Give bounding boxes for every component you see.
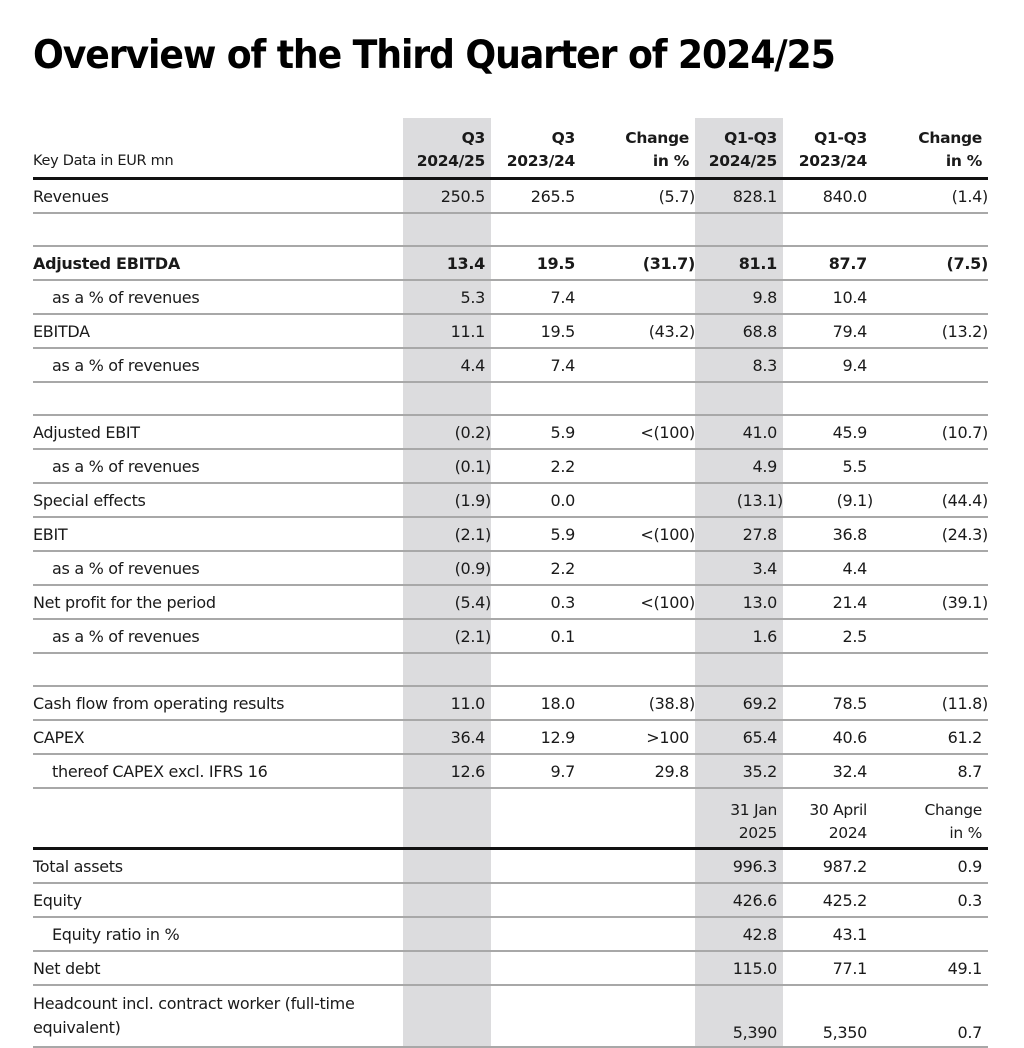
cell-value <box>581 213 695 246</box>
table-row <box>33 686 988 720</box>
cell-value: 265.5 <box>491 179 581 214</box>
cell-value <box>581 551 695 585</box>
cell-value: 2.2 <box>491 449 581 483</box>
cell-value: 0.0 <box>491 483 581 517</box>
row-label: Equity <box>33 883 403 917</box>
row-label: Special effects <box>33 483 403 517</box>
cell-value <box>581 348 695 382</box>
cell-value: <(100) <box>581 517 695 551</box>
cell-value: (0.9) <box>403 551 491 585</box>
cell-value: 11.1 <box>403 314 491 348</box>
table-row <box>33 517 988 551</box>
cell-value: 5.3 <box>403 280 491 314</box>
cell-value: 8.7 <box>873 754 988 788</box>
cell-value: 77.1 <box>783 951 873 985</box>
table-header-row <box>33 118 988 179</box>
cell-value: (9.1) <box>783 483 873 517</box>
header-label: Key Data in EUR mn <box>33 118 403 179</box>
cell-value: 2.5 <box>783 619 873 653</box>
row-label: as a % of revenues <box>33 348 403 382</box>
cell-value: 45.9 <box>783 415 873 449</box>
row-label: Net debt <box>33 951 403 985</box>
cell-value <box>581 449 695 483</box>
row-label: Adjusted EBIT <box>33 415 403 449</box>
row-label <box>33 653 403 686</box>
cell-value <box>491 653 581 686</box>
row-label <box>33 213 403 246</box>
table-row <box>33 348 988 382</box>
cell-value: 5,390 <box>695 985 783 1047</box>
cell-value: (5.4) <box>403 585 491 619</box>
cell-value: 8.3 <box>695 348 783 382</box>
cell-value: 425.2 <box>783 883 873 917</box>
row-label: Revenues <box>33 179 403 214</box>
cell-value <box>873 382 988 415</box>
cell-value <box>581 483 695 517</box>
cell-value: 7.4 <box>491 348 581 382</box>
table-row <box>33 179 988 214</box>
cell-value: 12.6 <box>403 754 491 788</box>
cell-value: 4.4 <box>783 551 873 585</box>
cell-value: 828.1 <box>695 179 783 214</box>
cell-value: <(100) <box>581 585 695 619</box>
cell-value: (39.1) <box>873 585 988 619</box>
cell-value <box>873 280 988 314</box>
cell-value <box>403 382 491 415</box>
row-label: Adjusted EBITDA <box>33 246 403 280</box>
cell-value: 0.9 <box>873 849 988 884</box>
row-label: as a % of revenues <box>33 551 403 585</box>
cell-value: 21.4 <box>783 585 873 619</box>
balance-row <box>33 917 988 951</box>
table-row <box>33 754 988 788</box>
cell-value: 27.8 <box>695 517 783 551</box>
cell-value <box>873 551 988 585</box>
cell-value <box>491 382 581 415</box>
cell-value: 4.4 <box>403 348 491 382</box>
cell-value: 18.0 <box>491 686 581 720</box>
key-data-table-container <box>33 118 988 1048</box>
table-row <box>33 585 988 619</box>
cell-value: 987.2 <box>783 849 873 884</box>
table-row <box>33 449 988 483</box>
cell-value: 81.1 <box>695 246 783 280</box>
cell-value: 9.7 <box>491 754 581 788</box>
balance-row <box>33 849 988 884</box>
cell-value: 0.3 <box>873 883 988 917</box>
cell-value: 996.3 <box>695 849 783 884</box>
cell-value: 13.4 <box>403 246 491 280</box>
table-row <box>33 280 988 314</box>
cell-value <box>783 382 873 415</box>
cell-value: 250.5 <box>403 179 491 214</box>
balance-row <box>33 951 988 985</box>
row-label: Headcount incl. contract worker (full-time equivalent) <box>33 985 403 1047</box>
header-q1q3-2023-24: Q1-Q3 2023/24 <box>783 118 873 179</box>
cell-value <box>581 382 695 415</box>
cell-value <box>873 653 988 686</box>
row-label: EBITDA <box>33 314 403 348</box>
cell-value <box>783 653 873 686</box>
cell-value: 19.5 <box>491 314 581 348</box>
header-change-balance: Change in % <box>873 788 988 849</box>
table-row <box>33 619 988 653</box>
cell-value: 426.6 <box>695 883 783 917</box>
cell-value: >100 <box>581 720 695 754</box>
cell-value: 0.3 <box>491 585 581 619</box>
cell-value: (44.4) <box>873 483 988 517</box>
cell-value <box>873 213 988 246</box>
cell-value: 4.9 <box>695 449 783 483</box>
cell-value: (43.2) <box>581 314 695 348</box>
row-label: thereof CAPEX excl. IFRS 16 <box>33 754 403 788</box>
cell-value: 65.4 <box>695 720 783 754</box>
cell-value <box>695 382 783 415</box>
row-label: Total assets <box>33 849 403 884</box>
header-30-april-2024: 30 April 2024 <box>783 788 873 849</box>
table-row <box>33 720 988 754</box>
cell-value: (7.5) <box>873 246 988 280</box>
cell-value: 42.8 <box>695 917 783 951</box>
cell-value: (24.3) <box>873 517 988 551</box>
table-row <box>33 415 988 449</box>
row-label: as a % of revenues <box>33 280 403 314</box>
cell-value: (13.2) <box>873 314 988 348</box>
row-label: Net profit for the period <box>33 585 403 619</box>
cell-value: (1.4) <box>873 179 988 214</box>
spacer-row <box>33 653 988 686</box>
cell-value: (2.1) <box>403 619 491 653</box>
cell-value <box>783 213 873 246</box>
cell-value <box>581 653 695 686</box>
balance-row <box>33 883 988 917</box>
cell-value <box>873 348 988 382</box>
cell-value <box>873 449 988 483</box>
cell-value: 5.9 <box>491 517 581 551</box>
header-change-q3: Change in % <box>581 118 695 179</box>
cell-value: 19.5 <box>491 246 581 280</box>
cell-value: 3.4 <box>695 551 783 585</box>
cell-value <box>695 653 783 686</box>
header-31-jan-2025: 31 Jan 2025 <box>695 788 783 849</box>
balance-header-row <box>33 788 988 849</box>
cell-value: 12.9 <box>491 720 581 754</box>
row-label <box>33 382 403 415</box>
cell-value: 49.1 <box>873 951 988 985</box>
cell-value: 2.2 <box>491 551 581 585</box>
cell-value: 29.8 <box>581 754 695 788</box>
cell-value <box>403 653 491 686</box>
cell-value: 78.5 <box>783 686 873 720</box>
cell-value: (11.8) <box>873 686 988 720</box>
row-label: Cash flow from operating results <box>33 686 403 720</box>
spacer-row <box>33 213 988 246</box>
header-q3-2023-24: Q3 2023/24 <box>491 118 581 179</box>
cell-value: 9.8 <box>695 280 783 314</box>
header-change-q1q3: Change in % <box>873 118 988 179</box>
cell-value: 1.6 <box>695 619 783 653</box>
row-label: EBIT <box>33 517 403 551</box>
cell-value: 61.2 <box>873 720 988 754</box>
cell-value <box>581 280 695 314</box>
cell-value: <(100) <box>581 415 695 449</box>
cell-value: (31.7) <box>581 246 695 280</box>
cell-value: 11.0 <box>403 686 491 720</box>
cell-value: 68.8 <box>695 314 783 348</box>
cell-value: 10.4 <box>783 280 873 314</box>
cell-value: 40.6 <box>783 720 873 754</box>
row-label: CAPEX <box>33 720 403 754</box>
row-label: as a % of revenues <box>33 449 403 483</box>
balance-header-label <box>33 788 403 849</box>
cell-value: 43.1 <box>783 917 873 951</box>
key-data-table <box>33 118 988 1048</box>
spacer-row <box>33 382 988 415</box>
cell-value: 87.7 <box>783 246 873 280</box>
table-row <box>33 551 988 585</box>
table-row <box>33 483 988 517</box>
row-label: Equity ratio in % <box>33 917 403 951</box>
cell-value: 36.8 <box>783 517 873 551</box>
cell-value: 13.0 <box>695 585 783 619</box>
cell-value: 5.5 <box>783 449 873 483</box>
cell-value: 9.4 <box>783 348 873 382</box>
row-label: as a % of revenues <box>33 619 403 653</box>
cell-value: (1.9) <box>403 483 491 517</box>
cell-value <box>873 917 988 951</box>
page-title: Overview of the Third Quarter of 2024/25 <box>33 33 835 78</box>
cell-value: 0.1 <box>491 619 581 653</box>
cell-value: 5,350 <box>783 985 873 1047</box>
cell-value: (13.1) <box>695 483 783 517</box>
cell-value <box>873 619 988 653</box>
cell-value: 0.7 <box>873 985 988 1047</box>
cell-value: (2.1) <box>403 517 491 551</box>
cell-value: 5.9 <box>491 415 581 449</box>
cell-value <box>581 619 695 653</box>
cell-value <box>695 213 783 246</box>
cell-value: 69.2 <box>695 686 783 720</box>
cell-value: 32.4 <box>783 754 873 788</box>
cell-value: 7.4 <box>491 280 581 314</box>
cell-value: 79.4 <box>783 314 873 348</box>
cell-value: (10.7) <box>873 415 988 449</box>
cell-value <box>491 213 581 246</box>
header-q1q3-2024-25: Q1-Q3 2024/25 <box>695 118 783 179</box>
cell-value: 115.0 <box>695 951 783 985</box>
cell-value: 36.4 <box>403 720 491 754</box>
cell-value <box>403 213 491 246</box>
table-row <box>33 246 988 280</box>
cell-value: (0.1) <box>403 449 491 483</box>
cell-value: 41.0 <box>695 415 783 449</box>
cell-value: (0.2) <box>403 415 491 449</box>
table-row <box>33 314 988 348</box>
balance-row <box>33 985 988 1047</box>
cell-value: 35.2 <box>695 754 783 788</box>
cell-value: (38.8) <box>581 686 695 720</box>
cell-value: 840.0 <box>783 179 873 214</box>
cell-value: (5.7) <box>581 179 695 214</box>
header-q3-2024-25: Q3 2024/25 <box>403 118 491 179</box>
